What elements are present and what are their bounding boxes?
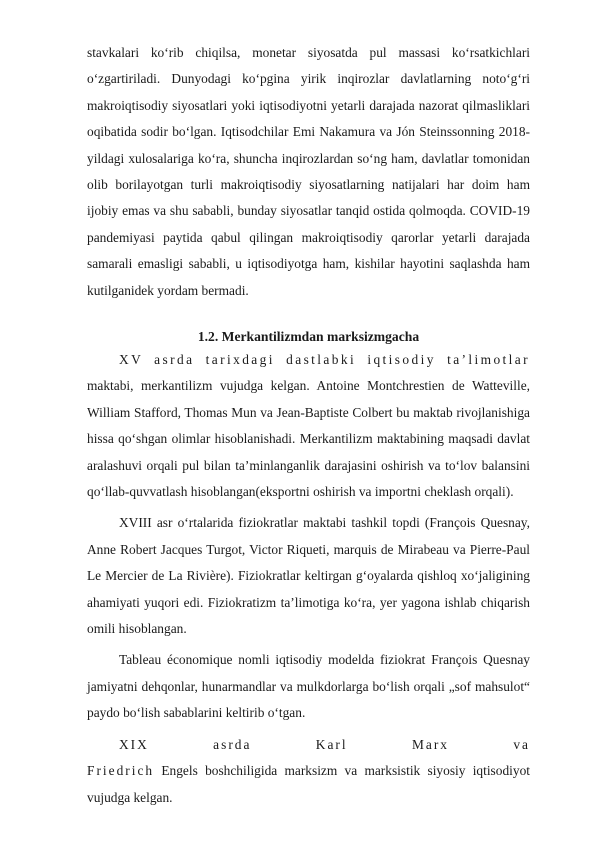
paragraph-mercantilism-rest: maktabi, merkantilizm vujudga kelgan. Antoine Montchrestien de Watteville, William Stafford, Thomas Mun va Jean-Baptiste Colbert bu maktab rivojlanishiga hissa qo‘shgan olimlar hisoblanishadi. Merkantilizm maktabining maqsadi davlat aralashuvi orqali pul bilan ta’minlanganlik darajasini oshirish va to‘lov balansini qo‘llab-quvvatlash hisoblangan(eksportni oshirish va importni cheklash orqali). xyxy=(87,378,530,500)
paragraph-marxism xyxy=(87,732,530,811)
intro-paragraph: stavkalari ko‘rib chiqilsa, monetar siyosatda pul massasi ko‘rsatkichlari o‘zgartiriladi. Dunyodagi ko‘pgina yirik inqirozlar davlatlarning noto‘g‘ri makroiqtisodiy siyosatlari yoki iqtisodiyotni yetarli darajada nazorat qilmasliklari oqibatida sodir bo‘lgan. Iqtisodchilar Emi Nakamura va Jón Steinssonning 2018-yildagi xulosalariga ko‘ra, shuncha inqirozlardan so‘ng ham, davlatlar tomonidan olib borilayotgan turli makroiqtisodiy siyosatlarning natijalari har doim ham ijobiy emas va shu sababli, bunday siyosatlar tanqid ostida qolmoqda. COVID-19 pandemiyasi paytida qabul qilingan makroiqtisodiy qarorlar yetarli darajada samarali emasligi sababli, u iqtisodiyotga ham, kishilar hayotini saqlashda ham kutilganidek yordam bermadi. xyxy=(87,45,530,298)
paragraph-marxism-rest: Engels boshchiligida marksizm va marksistik siyosiy iqtisodiyot vujudga kelgan. xyxy=(87,763,530,805)
paragraph-physiocrats: XVIII asr o‘rtalarida fiziokratlar maktabi tashkil topdi (François Quesnay, Anne Robert Jacques Turgot, Victor Riqueti, marquis de Mirabeau va Pierre-Paul Le Mercier de La Rivière). Fiziokratlar keltirgan g‘oyalarda qishloq xo‘jaligining ahamiyati yuqori edi. Fiziokratizm ta’limotiga ko‘ra, yer yagona ishlab chiqarish omili hisoblangan. xyxy=(87,515,530,637)
section-heading: 1.2. Merkantilizmdan marksizmgacha xyxy=(197,329,420,344)
section-body xyxy=(87,347,530,811)
paragraph-tableau: Tableau économique nomli iqtisodiy modelda fiziokrat François Quesnay jamiyatni dehqonlar, hunarmandlar va mulkdorlarga bo‘lish orqali „sof mahsulot“ paydo bo‘lish sabablarini keltirib o‘tgan. xyxy=(87,652,530,721)
paragraph-mercantilism-lead: XV asrda tarixdagi dastlabki iqtisodiy ta’limotlar xyxy=(119,352,530,367)
paragraph-mercantilism xyxy=(87,347,530,505)
paragraph-marxism-lead: XIX asrda Karl Marx va Friedrich xyxy=(87,736,530,779)
